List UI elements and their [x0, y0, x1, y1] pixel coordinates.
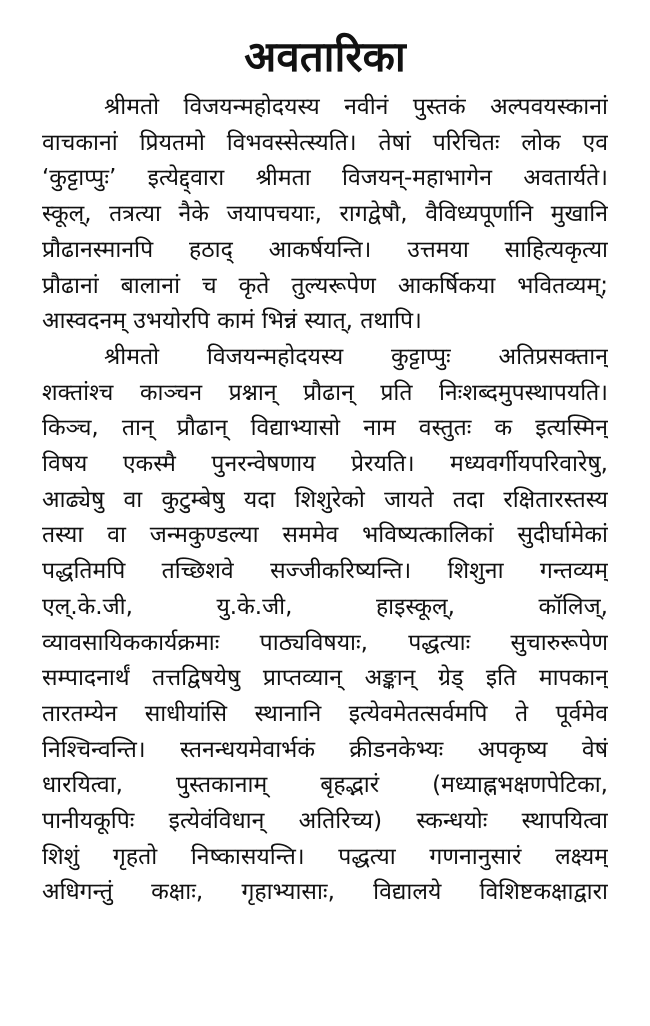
- text-line: तारतम्येन साधीयांसि स्थानानि इत्येवमेतत्सर्वमपि ते पूर्वमेव: [42, 700, 608, 727]
- text-line: निश्चिन्वन्ति। स्तनन्धयमेवार्भकं क्रीडनकेभ्यः अपकृष्य वेषं: [42, 736, 608, 763]
- text-line: प्रौढानस्मानपि हठाद् आकर्षयन्ति। उत्तमया साहित्यकृत्या: [42, 236, 608, 263]
- text-line: पानीयकूपिः इत्येवंविधान् अतिरिच्य) स्कन्धयोः स्थापयित्वा: [42, 808, 608, 835]
- text-line: आढ्येषु वा कुटुम्बेषु यदा शिशुरेको जायते तदा रक्षितारस्तस्य: [42, 486, 608, 513]
- text-line: व्यावसायिककार्यक्रमाः पाठ्यविषयाः, पद्धत्याः सुचारुरूपेण: [42, 629, 608, 656]
- text-line: धारयित्वा, पुस्तकानाम् बृहद्भारं (मध्याह्नभक्षणपेटिका,: [42, 772, 608, 799]
- text-line: विषय एकस्मै पुनरन्वेषणाय प्रेरयति। मध्यवर्गीयपरिवारेषु,: [42, 451, 608, 478]
- text-line: पद्धतिमपि तच्छिशवे सज्जीकरिष्यन्ति। शिशुना गन्तव्यम्: [42, 558, 608, 585]
- text-line: किञ्च, तान् प्रौढान् विद्याभ्यासो नाम वस्तुतः क इत्यस्मिन्: [42, 415, 608, 442]
- text-line: श्रीमतो विजयन्महोदयस्य कुट्टाप्पुः अतिप्रसक्तान्: [104, 343, 608, 370]
- text-line: आस्वदनम् उभयोरपि कामं भिन्नं स्यात्, तथापि।: [42, 308, 422, 335]
- text-line: स्कूल्, तत्रत्या नैके जयापचयाः, रागद्वेषौ, वैविध्यपूर्णानि मुखानि: [42, 201, 608, 228]
- text-line: शिशुं गृहतो निष्कासयन्ति। पद्धत्या गणनानुसारं लक्ष्यम्: [42, 843, 608, 870]
- text-line: सम्पादनार्थं तत्तद्विषयेषु प्राप्तव्यान् अङ्कान् ग्रेड् इति मापकान्: [42, 665, 608, 692]
- text-line: एल्.के.जी, यु.के.जी, हाइस्कूल्, कॉलिज्,: [42, 593, 608, 620]
- text-line: तस्या वा जन्मकुण्डल्या सममेव भविष्यत्कालिकां सुदीर्घामेकां: [42, 522, 608, 549]
- document-title: अवतारिका: [244, 32, 406, 81]
- text-line: अधिगन्तुं कक्षाः, गृहाभ्यासाः, विद्यालये विशिष्टकक्षाद्वारा: [42, 879, 608, 906]
- text-line: वाचकानां प्रियतमो विभवस्सेत्स्यति। तेषां परिचितः लोक एव: [42, 129, 608, 156]
- text-line: ‘कुट्टाप्पुः’ इत्येद्द्वारा श्रीमता विजयन्-महाभागेन अवतार्यते।: [42, 165, 608, 192]
- text-line: शक्तांश्च काञ्चन प्रश्नान् प्रौढान् प्रति निःशब्दमुपस्थापयति।: [42, 379, 608, 406]
- text-line: श्रीमतो विजयन्महोदयस्य नवीनं पुस्तकं अल्पवयस्कानां: [104, 94, 608, 120]
- document-body: [42, 90, 608, 911]
- text-line: प्रौढानां बालानां च कृते तुल्यरूपेण आकर्षिकया भवितव्यम्;: [42, 272, 608, 299]
